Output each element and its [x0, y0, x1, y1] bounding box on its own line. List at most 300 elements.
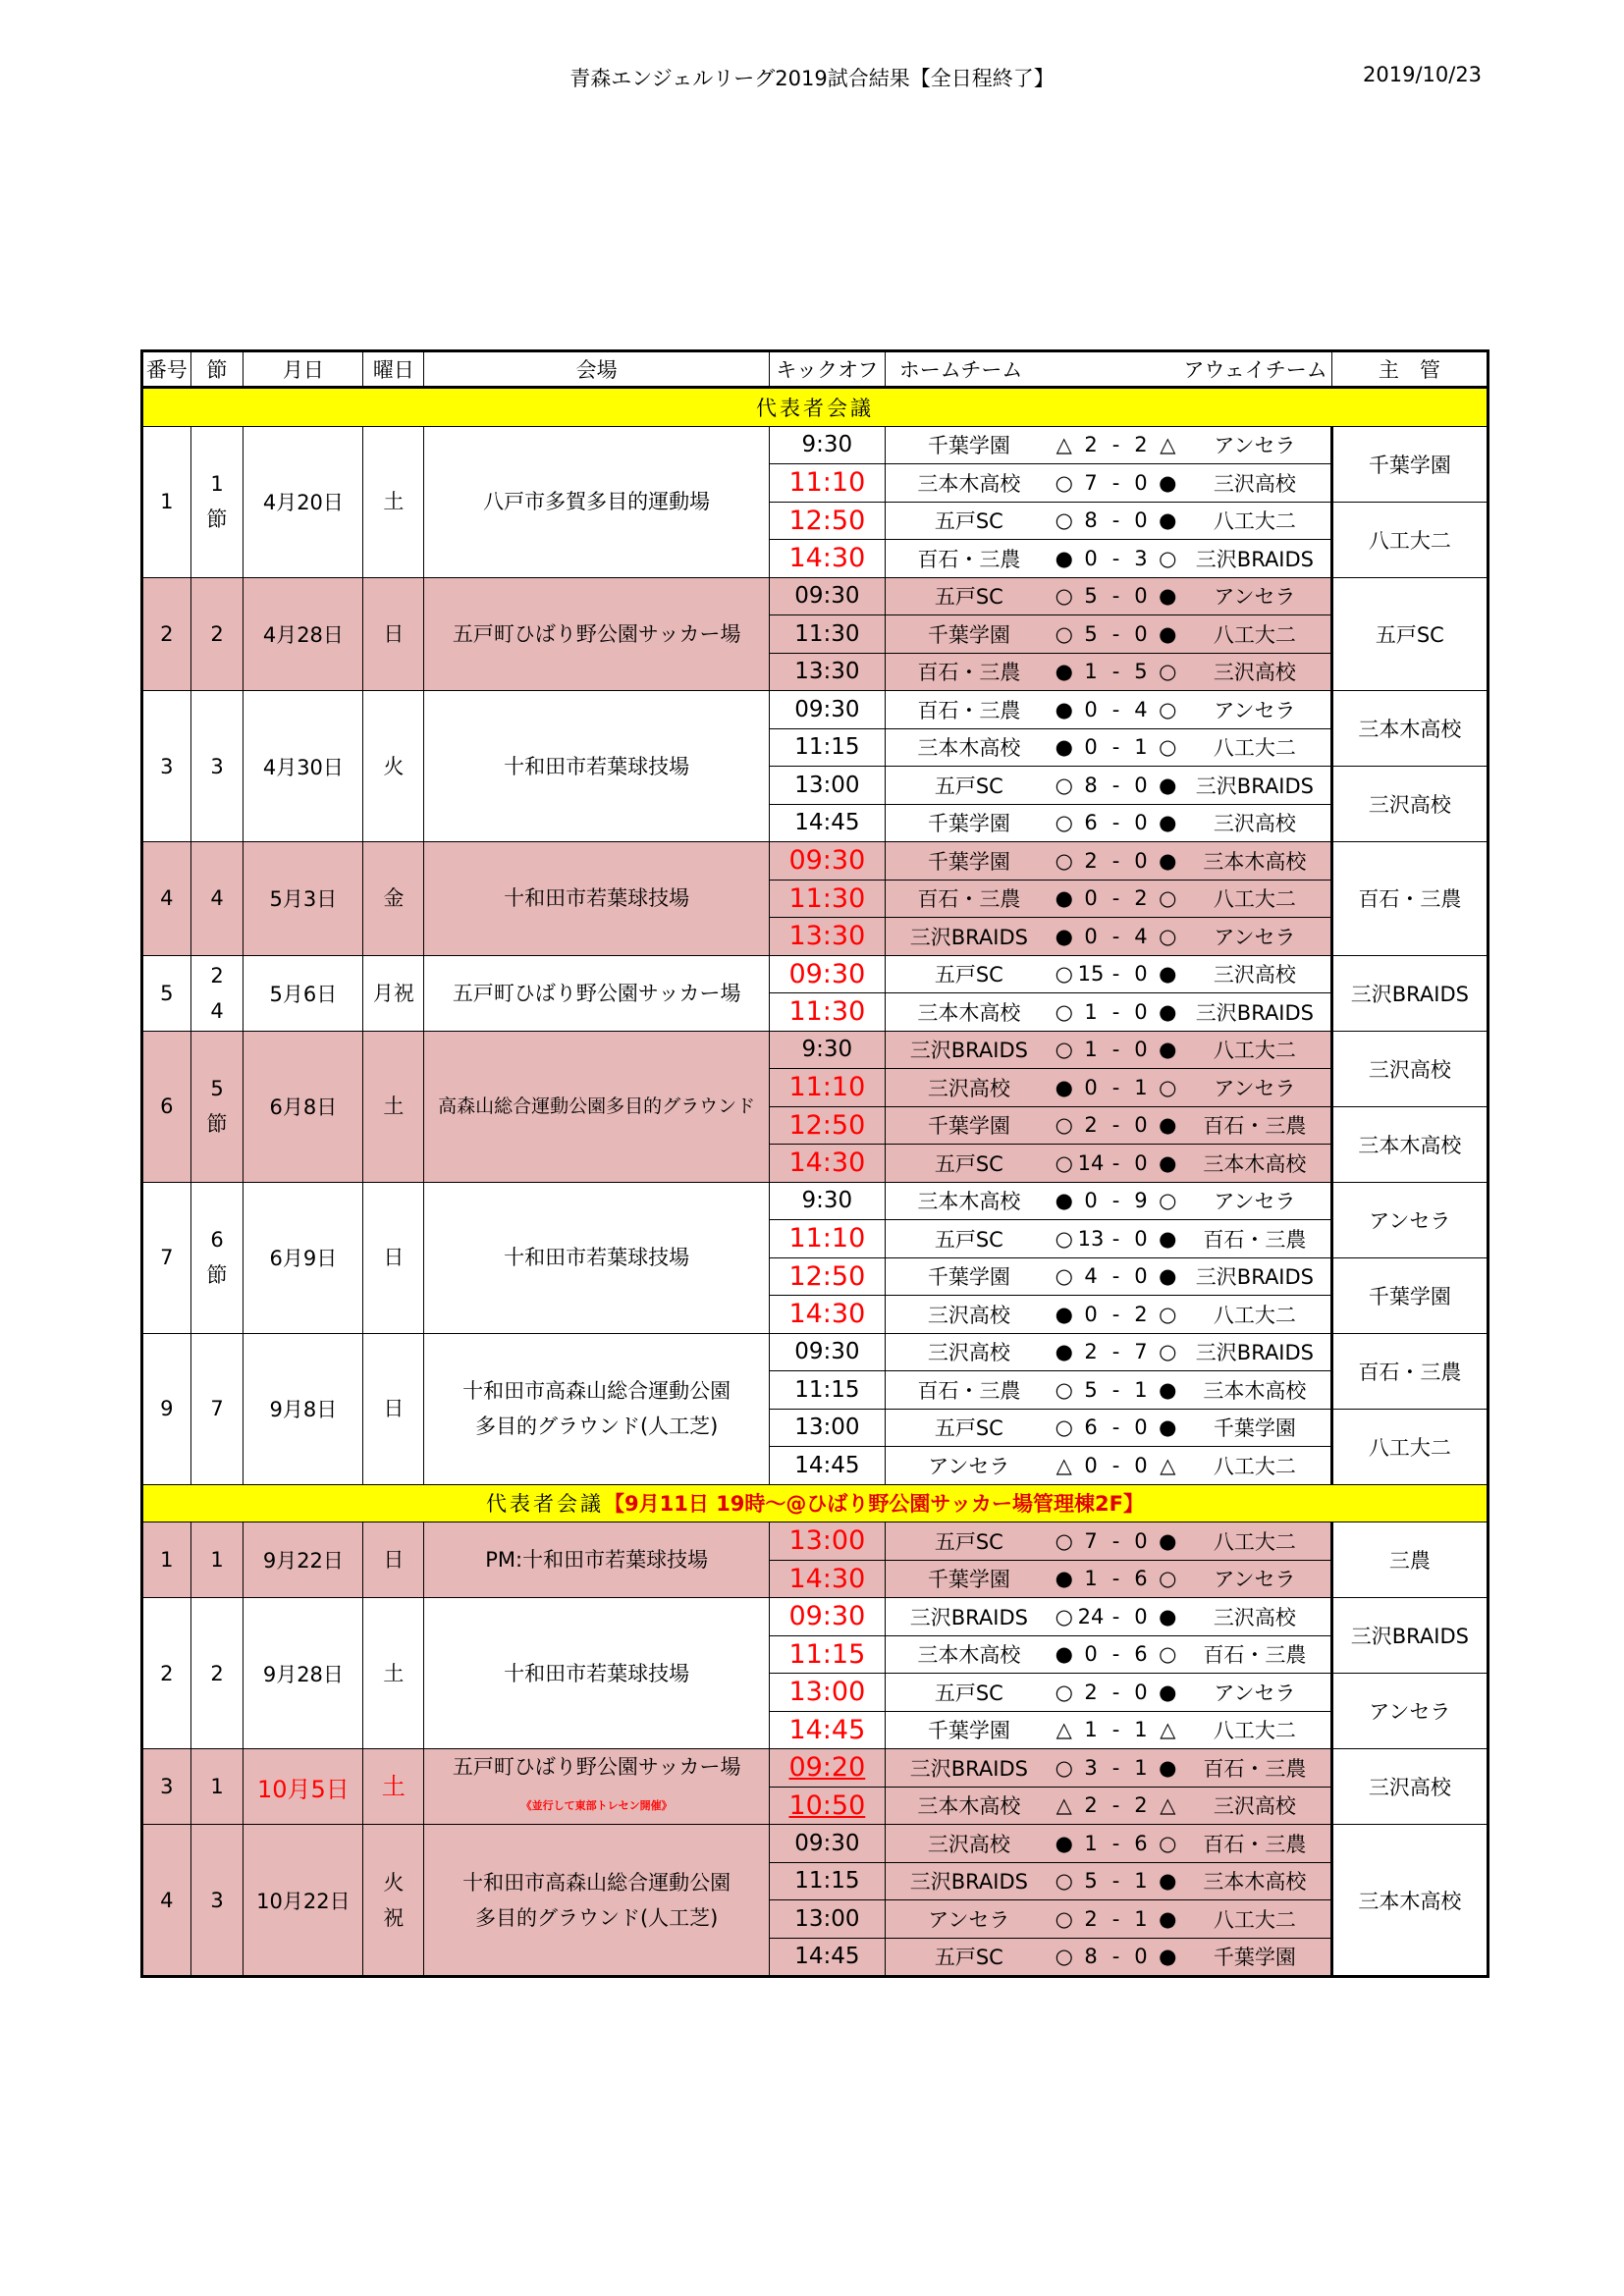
- home-team: 千葉学園: [885, 1257, 1053, 1296]
- score-line: [1053, 1000, 1179, 1024]
- match-score: [1053, 1409, 1179, 1447]
- match-score: [1053, 1749, 1179, 1788]
- match-score: [1053, 767, 1179, 805]
- round-number: 3: [142, 691, 191, 842]
- score-dash: -: [1111, 433, 1120, 457]
- home-goals: 8: [1084, 508, 1098, 533]
- home-team: 五戸SC: [885, 955, 1053, 993]
- away-team: アンセラ: [1179, 1674, 1331, 1712]
- home-result-mark: ○: [1055, 811, 1073, 835]
- round-setsu: 4: [190, 842, 244, 956]
- match-row: [142, 1182, 1489, 1220]
- host-team: 百石・三農: [1331, 1333, 1488, 1409]
- away-result-mark: ●: [1159, 1226, 1177, 1251]
- away-team: 三本木高校: [1179, 842, 1331, 881]
- away-team: 八工大二: [1179, 1522, 1331, 1561]
- away-goals: 0: [1134, 811, 1148, 835]
- away-goals: 0: [1134, 848, 1148, 873]
- score-dash: -: [1111, 962, 1120, 987]
- match-weekday: 金: [363, 842, 424, 956]
- away-result-mark: ●: [1159, 773, 1177, 797]
- match-score: [1053, 1031, 1179, 1069]
- match-date: 6月9日: [244, 1182, 363, 1333]
- score-line: [1053, 1189, 1179, 1212]
- home-team: 百石・三農: [885, 880, 1053, 918]
- home-result-mark: ●: [1055, 1075, 1073, 1099]
- home-result-mark: △: [1056, 1718, 1072, 1742]
- home-team: 五戸SC: [885, 1938, 1053, 1977]
- home-goals: 0: [1084, 735, 1098, 760]
- home-result-mark: ○: [1055, 999, 1073, 1024]
- round-setsu: 7: [190, 1333, 244, 1484]
- home-result-mark: △: [1056, 1793, 1072, 1818]
- score-line: [1053, 584, 1179, 608]
- home-team: 千葉学園: [885, 842, 1053, 881]
- home-goals: 0: [1084, 1453, 1098, 1477]
- match-score: [1053, 1069, 1179, 1107]
- score-line: [1053, 471, 1179, 495]
- match-score: [1053, 804, 1179, 842]
- score-dash: -: [1111, 924, 1120, 948]
- score-dash: -: [1111, 1680, 1120, 1704]
- match-venue: 十和田市若葉球技場: [424, 1598, 770, 1749]
- home-team: 千葉学園: [885, 1106, 1053, 1145]
- home-team: 五戸SC: [885, 577, 1053, 615]
- away-team: 千葉学園: [1179, 1409, 1331, 1447]
- match-date: 5月6日: [244, 955, 363, 1031]
- match-score: [1053, 1560, 1179, 1598]
- kickoff-time: 09:20: [769, 1749, 885, 1788]
- match-score: [1053, 1787, 1179, 1825]
- host-team: 三沢BRAIDS: [1331, 1598, 1488, 1674]
- score-line: [1053, 1454, 1179, 1477]
- host-team: アンセラ: [1331, 1182, 1488, 1257]
- home-result-mark: ○: [1055, 470, 1073, 495]
- home-result-mark: ●: [1055, 697, 1073, 721]
- kickoff-time: 9:30: [769, 1182, 885, 1220]
- score-line: [1053, 1076, 1179, 1099]
- meeting-note: 【9月11日 19時～@ひばり野公園サッカー場管理棟2F】: [604, 1492, 1144, 1517]
- col-setsu: 節: [190, 351, 244, 388]
- score-line: [1053, 1945, 1179, 1968]
- match-date: 9月22日: [244, 1522, 363, 1598]
- home-goals: 0: [1084, 924, 1098, 948]
- score-dash: -: [1111, 1113, 1120, 1138]
- away-team: 八工大二: [1179, 1296, 1331, 1334]
- match-weekday: 日: [363, 577, 424, 691]
- round-number: 2: [142, 577, 191, 691]
- kickoff-time: 11:15: [769, 1862, 885, 1900]
- away-team: 八工大二: [1179, 728, 1331, 767]
- kickoff-time: 14:45: [769, 804, 885, 842]
- away-result-mark: △: [1160, 1793, 1176, 1818]
- home-goals: 5: [1084, 1869, 1098, 1894]
- home-result-mark: ●: [1055, 546, 1073, 570]
- score-line: [1053, 1869, 1179, 1893]
- score-dash: -: [1111, 848, 1120, 873]
- home-goals: 13: [1077, 1226, 1105, 1251]
- host-team: 千葉学園: [1331, 426, 1488, 502]
- away-result-mark: ●: [1159, 1906, 1177, 1931]
- match-row: [142, 1522, 1489, 1561]
- away-result-mark: ○: [1159, 697, 1177, 721]
- match-venue: 高森山総合運動公園多目的グラウンド: [424, 1031, 770, 1182]
- round-setsu: 2: [190, 577, 244, 691]
- kickoff-time: 09:30: [769, 691, 885, 729]
- meeting-label: 代表者会議: [486, 1492, 605, 1517]
- away-team: アンセラ: [1179, 1560, 1331, 1598]
- home-team: 三本木高校: [885, 1635, 1053, 1674]
- home-goals: 0: [1084, 697, 1098, 721]
- away-team: 百石・三農: [1179, 1825, 1331, 1863]
- score-line: [1053, 1227, 1179, 1251]
- home-goals: 0: [1084, 1302, 1098, 1326]
- kickoff-time: 11:30: [769, 880, 885, 918]
- home-goals: 6: [1084, 1415, 1098, 1440]
- away-result-mark: ○: [1159, 1189, 1177, 1213]
- home-result-mark: ●: [1055, 1340, 1073, 1364]
- home-goals: 8: [1084, 773, 1098, 797]
- away-result-mark: ○: [1159, 1567, 1177, 1591]
- away-goals: 1: [1134, 1377, 1148, 1402]
- away-goals: 0: [1134, 1150, 1148, 1175]
- away-team: 三沢高校: [1179, 464, 1331, 503]
- kickoff-time: 11:30: [769, 993, 885, 1032]
- score-line: [1053, 1340, 1179, 1363]
- home-goals: 8: [1084, 1945, 1098, 1969]
- kickoff-time: 11:15: [769, 1635, 885, 1674]
- match-score: [1053, 577, 1179, 615]
- match-score: [1053, 1711, 1179, 1749]
- document-date: 2019/10/23: [1363, 63, 1483, 86]
- kickoff-time: 09:30: [769, 1825, 885, 1863]
- away-result-mark: ●: [1159, 470, 1177, 495]
- home-team: アンセラ: [885, 1900, 1053, 1939]
- home-result-mark: ○: [1055, 621, 1073, 646]
- match-score: [1053, 1106, 1179, 1145]
- match-score: [1053, 880, 1179, 918]
- score-line: [1053, 1038, 1179, 1061]
- home-team: 三沢高校: [885, 1296, 1053, 1334]
- kickoff-time: 12:50: [769, 502, 885, 540]
- home-result-mark: △: [1056, 1453, 1072, 1477]
- score-line: [1053, 925, 1179, 948]
- home-team: 三本木高校: [885, 1182, 1053, 1220]
- match-date: 4月30日: [244, 691, 363, 842]
- match-row: [142, 1825, 1489, 1863]
- match-venue: 十和田市若葉球技場: [424, 1182, 770, 1333]
- home-team: 百石・三農: [885, 691, 1053, 729]
- away-team: アンセラ: [1179, 691, 1331, 729]
- home-team: 三沢BRAIDS: [885, 918, 1053, 956]
- match-venue: 十和田市高森山総合運動公園 多目的グラウンド(人工芝): [424, 1825, 770, 1977]
- home-goals: 5: [1084, 621, 1098, 646]
- score-line: [1053, 886, 1179, 910]
- match-venue: PM:十和田市若葉球技場: [424, 1522, 770, 1598]
- home-goals: 2: [1084, 1340, 1098, 1364]
- score-line: [1053, 660, 1179, 683]
- away-team: アンセラ: [1179, 1069, 1331, 1107]
- away-goals: 1: [1134, 735, 1148, 760]
- col-no: 番号: [142, 351, 191, 388]
- home-goals: 24: [1077, 1604, 1105, 1629]
- col-date: 月日: [244, 351, 363, 388]
- home-team: 三沢高校: [885, 1333, 1053, 1371]
- home-result-mark: ●: [1055, 886, 1073, 911]
- round-number: 6: [142, 1031, 191, 1182]
- host-team: 五戸SC: [1331, 577, 1488, 691]
- home-team: 五戸SC: [885, 1220, 1053, 1258]
- match-weekday: 火: [363, 691, 424, 842]
- home-team: 五戸SC: [885, 1409, 1053, 1447]
- host-team: 八工大二: [1331, 1409, 1488, 1484]
- away-result-mark: ●: [1159, 962, 1177, 987]
- match-weekday: 火 祝: [363, 1825, 424, 1977]
- away-goals: 1: [1134, 1755, 1148, 1780]
- home-result-mark: ●: [1055, 924, 1073, 948]
- home-result-mark: ○: [1055, 1226, 1073, 1251]
- score-dash: -: [1111, 1793, 1120, 1818]
- home-result-mark: ○: [1055, 1869, 1073, 1894]
- away-goals: 0: [1134, 962, 1148, 987]
- home-team: 千葉学園: [885, 426, 1053, 464]
- score-dash: -: [1111, 1453, 1120, 1477]
- away-goals: 2: [1134, 433, 1148, 457]
- score-dash: -: [1111, 1528, 1120, 1553]
- kickoff-time: 11:10: [769, 1069, 885, 1107]
- score-dash: -: [1111, 1226, 1120, 1251]
- match-date: 6月8日: [244, 1031, 363, 1182]
- score-dash: -: [1111, 773, 1120, 797]
- away-goals: 0: [1134, 1038, 1148, 1062]
- away-result-mark: ●: [1159, 508, 1177, 533]
- round-setsu: 3: [190, 1825, 244, 1977]
- match-weekday: 土: [363, 426, 424, 577]
- match-row: [142, 691, 1489, 729]
- score-line: [1053, 622, 1179, 646]
- kickoff-time: 9:30: [769, 426, 885, 464]
- home-result-mark: ○: [1055, 848, 1073, 873]
- home-team: 三沢BRAIDS: [885, 1749, 1053, 1788]
- kickoff-time: 13:30: [769, 653, 885, 691]
- score-dash: -: [1111, 1945, 1120, 1969]
- home-goals: 0: [1084, 1642, 1098, 1667]
- header-row: [142, 351, 1489, 388]
- kickoff-time: 13:30: [769, 918, 885, 956]
- kickoff-time: 13:00: [769, 1674, 885, 1712]
- home-result-mark: ○: [1055, 1604, 1073, 1629]
- home-goals: 2: [1084, 433, 1098, 457]
- match-venue: 十和田市若葉球技場: [424, 691, 770, 842]
- round-number: 1: [142, 426, 191, 577]
- away-result-mark: ○: [1159, 1831, 1177, 1855]
- away-result-mark: ●: [1159, 811, 1177, 835]
- home-team: 三本木高校: [885, 728, 1053, 767]
- away-goals: 0: [1134, 1415, 1148, 1440]
- away-team: 百石・三農: [1179, 1749, 1331, 1788]
- away-team: 八工大二: [1179, 502, 1331, 540]
- kickoff-time: 9:30: [769, 1031, 885, 1069]
- score-line: [1053, 735, 1179, 759]
- away-team: 三沢高校: [1179, 653, 1331, 691]
- away-result-mark: ○: [1159, 1340, 1177, 1364]
- away-result-mark: ●: [1159, 1755, 1177, 1780]
- home-team: 千葉学園: [885, 1711, 1053, 1749]
- home-goals: 1: [1084, 660, 1098, 684]
- home-team: 百石・三農: [885, 653, 1053, 691]
- home-goals: 2: [1084, 848, 1098, 873]
- home-goals: 2: [1084, 1906, 1098, 1931]
- round-number: 2: [142, 1598, 191, 1749]
- score-line: [1053, 1907, 1179, 1931]
- match-row: [142, 577, 1489, 615]
- away-team: 八工大二: [1179, 1711, 1331, 1749]
- score-line: [1053, 1756, 1179, 1780]
- away-result-mark: ○: [1159, 546, 1177, 570]
- home-team: 三沢BRAIDS: [885, 1598, 1053, 1636]
- away-goals: 6: [1134, 1567, 1148, 1591]
- score-line: [1053, 1151, 1179, 1175]
- score-dash: -: [1111, 1189, 1120, 1213]
- home-result-mark: ○: [1055, 1113, 1073, 1138]
- away-team: 三沢BRAIDS: [1179, 1333, 1331, 1371]
- meeting-row-1: [142, 388, 1489, 427]
- round-number: 4: [142, 842, 191, 956]
- match-score: [1053, 728, 1179, 767]
- match-row: [142, 1333, 1489, 1371]
- away-team: 三本木高校: [1179, 1371, 1331, 1410]
- away-result-mark: ●: [1159, 1377, 1177, 1402]
- match-score: [1053, 1825, 1179, 1863]
- away-result-mark: △: [1160, 433, 1176, 457]
- away-result-mark: ○: [1159, 1642, 1177, 1667]
- match-weekday: 土: [363, 1749, 424, 1825]
- score-dash: -: [1111, 1604, 1120, 1629]
- home-result-mark: ●: [1055, 1302, 1073, 1326]
- kickoff-time: 11:15: [769, 728, 885, 767]
- away-result-mark: ●: [1159, 1945, 1177, 1969]
- away-team: 八工大二: [1179, 1031, 1331, 1069]
- match-venue: 八戸市多賀多目的運動場: [424, 426, 770, 577]
- match-venue: 五戸町ひばり野公園サッカー場 《並行して東部トレセン開催》: [424, 1749, 770, 1825]
- kickoff-time: 14:45: [769, 1711, 885, 1749]
- score-line: [1053, 1605, 1179, 1629]
- away-goals: 6: [1134, 1831, 1148, 1855]
- score-dash: -: [1111, 999, 1120, 1024]
- away-team: 三沢BRAIDS: [1179, 993, 1331, 1032]
- home-team: 五戸SC: [885, 1145, 1053, 1183]
- score-line: [1053, 1832, 1179, 1855]
- home-goals: 2: [1084, 1113, 1098, 1138]
- host-team: 三沢高校: [1331, 1031, 1488, 1106]
- home-result-mark: ○: [1055, 1906, 1073, 1931]
- away-goals: 5: [1134, 660, 1148, 684]
- score-line: [1053, 1793, 1179, 1817]
- match-score: [1053, 842, 1179, 881]
- score-line: [1053, 962, 1179, 986]
- home-goals: 7: [1084, 1528, 1098, 1553]
- home-goals: 1: [1084, 1831, 1098, 1855]
- score-dash: -: [1111, 508, 1120, 533]
- away-result-mark: ●: [1159, 1680, 1177, 1704]
- match-row: [142, 955, 1489, 993]
- home-team: 百石・三農: [885, 1371, 1053, 1410]
- away-goals: 0: [1134, 773, 1148, 797]
- kickoff-time: 11:30: [769, 615, 885, 654]
- host-team: 三沢BRAIDS: [1331, 955, 1488, 1031]
- round-setsu: 1: [190, 1522, 244, 1598]
- match-row: [142, 426, 1489, 464]
- home-goals: 0: [1084, 546, 1098, 570]
- away-goals: 0: [1134, 1264, 1148, 1289]
- away-goals: 9: [1134, 1189, 1148, 1213]
- match-score: [1053, 993, 1179, 1032]
- home-result-mark: ○: [1055, 1528, 1073, 1553]
- score-dash: -: [1111, 1415, 1120, 1440]
- round-setsu: 2 4: [190, 955, 244, 1031]
- round-setsu: 1 節: [190, 426, 244, 577]
- home-goals: 15: [1077, 962, 1105, 987]
- kickoff-time: 09:30: [769, 577, 885, 615]
- away-goals: 0: [1134, 1528, 1148, 1553]
- score-line: [1053, 1415, 1179, 1439]
- home-result-mark: △: [1056, 433, 1072, 457]
- away-team: 三本木高校: [1179, 1862, 1331, 1900]
- away-result-mark: ○: [1159, 735, 1177, 760]
- away-result-mark: ●: [1159, 1113, 1177, 1138]
- home-goals: 5: [1084, 584, 1098, 609]
- kickoff-time: 13:00: [769, 1409, 885, 1447]
- away-result-mark: ○: [1159, 660, 1177, 684]
- home-team: 五戸SC: [885, 767, 1053, 805]
- col-venue: 会場: [424, 351, 770, 388]
- away-goals: 0: [1134, 1113, 1148, 1138]
- match-score: [1053, 1447, 1179, 1485]
- home-goals: 4: [1084, 1264, 1098, 1289]
- home-team: 百石・三農: [885, 540, 1053, 578]
- col-kickoff: キックオフ: [769, 351, 885, 388]
- match-score: [1053, 1674, 1179, 1712]
- away-result-mark: △: [1160, 1453, 1176, 1477]
- match-date: 10月22日: [244, 1825, 363, 1977]
- away-team: 千葉学園: [1179, 1938, 1331, 1977]
- kickoff-time: 14:45: [769, 1447, 885, 1485]
- round-number: 9: [142, 1333, 191, 1484]
- round-setsu: 1: [190, 1749, 244, 1825]
- home-result-mark: ○: [1055, 773, 1073, 797]
- score-dash: -: [1111, 1150, 1120, 1175]
- match-date: 5月3日: [244, 842, 363, 956]
- away-team: 三沢BRAIDS: [1179, 540, 1331, 578]
- match-row: [142, 1749, 1489, 1788]
- host-team: 三本木高校: [1331, 691, 1488, 767]
- home-result-mark: ○: [1055, 1415, 1073, 1440]
- away-result-mark: ○: [1159, 924, 1177, 948]
- match-weekday: 土: [363, 1031, 424, 1182]
- away-team: 八工大二: [1179, 1900, 1331, 1939]
- home-team: 三本木高校: [885, 464, 1053, 503]
- host-team: 三本木高校: [1331, 1825, 1488, 1977]
- home-result-mark: ○: [1055, 1680, 1073, 1704]
- away-goals: 1: [1134, 1075, 1148, 1099]
- kickoff-time: 12:50: [769, 1257, 885, 1296]
- match-row: [142, 1598, 1489, 1636]
- score-line: [1053, 1378, 1179, 1402]
- match-score: [1053, 1938, 1179, 1977]
- home-goals: 2: [1084, 1793, 1098, 1818]
- score-dash: -: [1111, 621, 1120, 646]
- away-goals: 2: [1134, 886, 1148, 911]
